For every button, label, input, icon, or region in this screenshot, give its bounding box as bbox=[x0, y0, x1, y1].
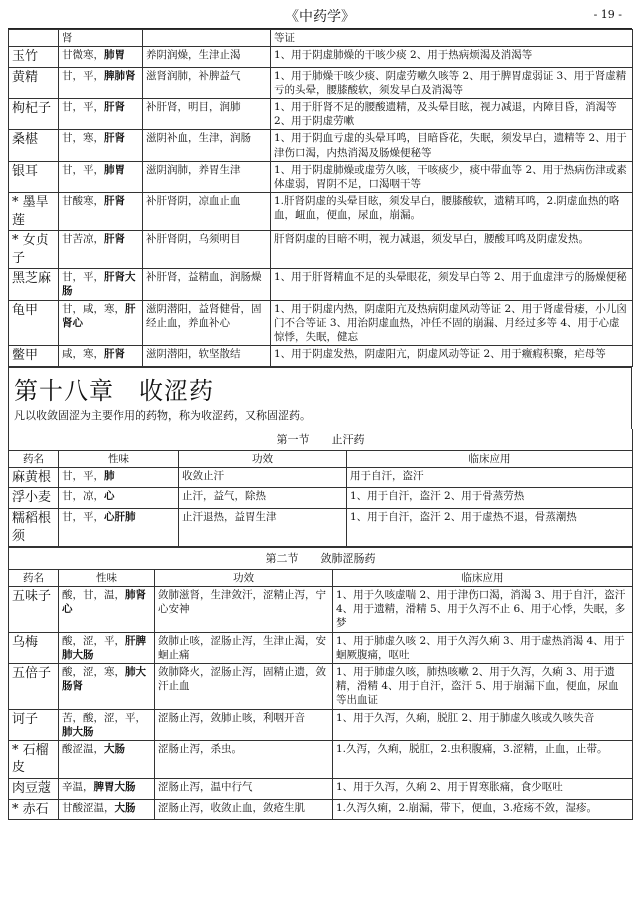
herb-name: * 墨旱莲 bbox=[9, 193, 59, 231]
nature-text: 甘，平， bbox=[62, 271, 104, 284]
header-cell: 功效 bbox=[179, 450, 347, 467]
herb-effect: 敛肺降火，涩肠止泻，固精止遗，敛汗止血 bbox=[155, 664, 333, 710]
herb-usage: 用于自汗，盗汗 bbox=[347, 467, 633, 488]
meridian-text: 肝肾 bbox=[104, 233, 125, 246]
table-row bbox=[9, 709, 633, 740]
meridian-text: 肺肾心 bbox=[62, 589, 146, 616]
nature-text: 甘，凉， bbox=[62, 490, 104, 503]
herb-property bbox=[59, 269, 143, 300]
herb-effect: 敛肺止咳，涩肠止泻，生津止渴，安蛔止痛 bbox=[155, 632, 333, 663]
herb-usage: 1、用于阴虚肺燥或虚劳久咳，干咳痰少，痰中带血等 2、用于热病伤津或素体虚弱，胃阴不足，口渴咽干等 bbox=[271, 161, 633, 192]
header-cell: 功效 bbox=[155, 569, 333, 586]
herb-name: 枸杞子 bbox=[9, 99, 59, 130]
table-header-row bbox=[9, 569, 633, 586]
herb-effect: 补肝肾阴，凉血止血 bbox=[143, 193, 271, 231]
herb-property bbox=[59, 231, 143, 269]
herb-name: 糯稻根须 bbox=[9, 509, 59, 547]
herb-property bbox=[59, 300, 143, 346]
table-row bbox=[9, 231, 633, 269]
herb-effect: 养阴润燥，生津止渴 bbox=[143, 47, 271, 68]
meridian-text: 肺胃 bbox=[104, 163, 125, 176]
meridian-text: 肝肾 bbox=[104, 195, 125, 208]
nature-text: 酸涩温， bbox=[62, 742, 104, 755]
herb-effect: 敛肺滋肾，生津敛汗，涩精止泻，宁心安神 bbox=[155, 587, 333, 633]
herb-usage: 1、用于阴虚发热，阴虚阳亢，阴虚风动等证 2、用于癥瘕积聚，疟母等 bbox=[271, 346, 633, 367]
herb-usage: 1、用于自汗，盗汗 2、用于虚热不退，骨蒸潮热 bbox=[347, 509, 633, 547]
header-cell: 等证 bbox=[271, 30, 633, 47]
nature-text: 咸，寒， bbox=[62, 348, 104, 361]
herb-name: 黑芝麻 bbox=[9, 269, 59, 300]
herb-name: * 石榴皮 bbox=[9, 740, 59, 778]
herb-name: * 女贞子 bbox=[9, 231, 59, 269]
herb-property bbox=[59, 632, 155, 663]
header-cell: 性味 bbox=[59, 569, 155, 586]
herb-property bbox=[59, 99, 143, 130]
nature-text: 酸，甘，温， bbox=[62, 589, 125, 602]
meridian-text: 脾胃大肠 bbox=[93, 780, 136, 793]
nature-text: 甘，平， bbox=[62, 163, 104, 176]
meridian-text: 肝肾心 bbox=[62, 302, 136, 329]
nature-text: 甘酸寒， bbox=[62, 195, 104, 208]
header-cell bbox=[9, 30, 59, 47]
herb-property bbox=[59, 740, 155, 778]
herb-name: 麻黄根 bbox=[9, 467, 59, 488]
herb-property bbox=[59, 587, 155, 633]
meridian-text: 肝肾 bbox=[104, 348, 125, 361]
chapter-intro: 凡以收敛固涩为主要作用的药物，称为收涩药，又称固涩药。 bbox=[14, 409, 311, 423]
meridian-text: 肺大肠 bbox=[62, 725, 94, 738]
herb-name: 五倍子 bbox=[9, 664, 59, 710]
herb-property bbox=[59, 67, 143, 98]
page-header bbox=[8, 4, 632, 29]
meridian-text: 肝肾大肠 bbox=[62, 271, 136, 298]
header-cell: 性味 bbox=[59, 450, 179, 467]
herb-name: 鳖甲 bbox=[9, 346, 59, 367]
meridian-text: 大肠 bbox=[104, 742, 125, 755]
table-row bbox=[9, 300, 633, 346]
header-cell: 临床应用 bbox=[333, 569, 633, 586]
meridian-text: 脾肺肾 bbox=[104, 69, 136, 82]
herb-name: 银耳 bbox=[9, 161, 59, 192]
herb-usage: 1、用于肝肾精血不足的头晕眼花，须发早白等 2、用于血虚津亏的肠燥便秘 bbox=[271, 269, 633, 300]
herb-usage: 1、用于阴虚内热，阴虚阳亢及热病阴虚风动等证 2、用于肾虚骨痿，小儿囟门不合等证 3、用治阴虚血热，冲任不固的崩漏、月经过多等 4、用于心虚惊悸，失眠，健忘 bbox=[271, 300, 633, 346]
herb-name: 肉豆蔻 bbox=[9, 778, 59, 799]
herb-property bbox=[59, 467, 179, 488]
table-row bbox=[9, 778, 633, 799]
astringent-table bbox=[8, 547, 633, 820]
herb-effect: 止汗，益气，除热 bbox=[179, 488, 347, 509]
table-row bbox=[9, 799, 633, 820]
herb-name: 玉竹 bbox=[9, 47, 59, 68]
section-title: 第一节 止汗药 bbox=[9, 429, 633, 450]
herb-name: 五味子 bbox=[9, 587, 59, 633]
herb-usage: 1、用于久泻，久痢 2、用于胃寒胀痛，食少呕吐 bbox=[333, 778, 633, 799]
herb-name: * 赤石 bbox=[9, 799, 59, 820]
nature-text: 苦，酸，涩，平， bbox=[62, 711, 146, 724]
herb-effect: 补肝肾，益精血，润肠燥 bbox=[143, 269, 271, 300]
header-cell: 肾 bbox=[59, 30, 143, 47]
herb-name: 黄精 bbox=[9, 67, 59, 98]
table-row bbox=[9, 47, 633, 68]
chapter-block bbox=[8, 367, 632, 429]
nature-text: 辛温， bbox=[62, 780, 94, 793]
herb-name: 诃子 bbox=[9, 709, 59, 740]
page-number: - 19 - bbox=[593, 8, 622, 21]
meridian-text: 肺胃 bbox=[104, 49, 125, 62]
header-cell: 药名 bbox=[9, 569, 59, 586]
herb-effect: 补肝肾阴，乌须明目 bbox=[143, 231, 271, 269]
herb-usage: 1.肝肾阴虚的头晕目眩，须发早白，腰膝酸软，遗精耳鸣，2.阴虚血热的咯血，衄血，便血，尿血，崩漏。 bbox=[271, 193, 633, 231]
header-cell: 临床应用 bbox=[347, 450, 633, 467]
herb-effect: 收敛止汗 bbox=[179, 467, 347, 488]
nature-text: 甘，寒， bbox=[62, 132, 104, 145]
herb-effect: 滋阴补血，生津，润肠 bbox=[143, 130, 271, 161]
table-row bbox=[9, 467, 633, 488]
herb-property bbox=[59, 509, 179, 547]
table-row bbox=[9, 632, 633, 663]
herb-property bbox=[59, 130, 143, 161]
meridian-text: 肺大肠肾 bbox=[62, 666, 146, 693]
chapter-title: 第十八章 收涩药 bbox=[14, 376, 214, 405]
herb-property bbox=[59, 664, 155, 710]
herb-effect: 滋阴潜阳，软坚散结 bbox=[143, 346, 271, 367]
nature-text: 甘，平， bbox=[62, 469, 104, 482]
herb-effect: 补肝肾，明目，润肺 bbox=[143, 99, 271, 130]
herb-effect: 涩肠止泻，温中行气 bbox=[155, 778, 333, 799]
herb-name: 桑椹 bbox=[9, 130, 59, 161]
herb-property bbox=[59, 799, 155, 820]
header-cell: 药名 bbox=[9, 450, 59, 467]
herb-effect: 涩肠止泻，敛肺止咳，利咽开音 bbox=[155, 709, 333, 740]
nature-text: 甘，平， bbox=[62, 511, 104, 524]
table-row bbox=[9, 67, 633, 98]
herb-usage: 1、用于阴虚肺燥的干咳少痰 2、用于热病烦渴及消渴等 bbox=[271, 47, 633, 68]
herb-property bbox=[59, 47, 143, 68]
herb-usage: 肝肾阴虚的目暗不明，视力减退，须发早白，腰酸耳鸣及阴虚发热。 bbox=[271, 231, 633, 269]
meridian-text: 肝肾 bbox=[104, 101, 125, 114]
nature-text: 甘，平， bbox=[62, 69, 104, 82]
nature-text: 甘酸涩温， bbox=[62, 801, 115, 814]
table-header-row bbox=[9, 30, 633, 47]
table-row bbox=[9, 488, 633, 509]
herb-name: 浮小麦 bbox=[9, 488, 59, 509]
nature-text: 甘微寒， bbox=[62, 49, 104, 62]
meridian-text: 心 bbox=[104, 490, 115, 503]
table-row bbox=[9, 99, 633, 130]
book-title: 《中药学》 bbox=[285, 9, 355, 25]
table-row bbox=[9, 130, 633, 161]
nature-text: 甘，平， bbox=[62, 101, 104, 114]
herb-effect: 涩肠止泻，收敛止血，敛疮生肌 bbox=[155, 799, 333, 820]
herb-property bbox=[59, 778, 155, 799]
table-row bbox=[9, 193, 633, 231]
herb-effect: 滋肾润肺，补脾益气 bbox=[143, 67, 271, 98]
meridian-text: 大肠 bbox=[114, 801, 136, 814]
herb-usage: 1、用于肝肾不足的腰酸遗精，及头晕目眩，视力减退，内障目昏，消渴等 2、用于阴虚劳嗽 bbox=[271, 99, 633, 130]
herb-usage: 1、用于肺虚久咳 2、用于久泻久痢 3、用于虚热消渴 4、用于蛔厥腹痛，呕吐 bbox=[333, 632, 633, 663]
herb-usage: 1、用于肺燥干咳少痰、阴虚劳嗽久咳等 2、用于脾胃虚弱证 3、用于肾虚精亏的头晕，腰膝酸软，须发早白及消渴等 bbox=[271, 67, 633, 98]
nature-text: 甘，咸，寒， bbox=[62, 302, 125, 315]
table-row bbox=[9, 664, 633, 710]
meridian-text: 肝肾 bbox=[104, 132, 125, 145]
herb-property bbox=[59, 346, 143, 367]
table-row bbox=[9, 346, 633, 367]
herb-property bbox=[59, 488, 179, 509]
meridian-text: 心肝肺 bbox=[104, 511, 136, 524]
meridian-text: 肺 bbox=[104, 469, 115, 482]
nature-text: 酸，涩，平， bbox=[62, 634, 125, 647]
herb-effect: 止汗退热，益胃生津 bbox=[179, 509, 347, 547]
herb-usage: 1、用于久咳虚喘 2、用于津伤口渴，消渴 3、用于自汗，盗汗 4、用于遗精，滑精 5、用于久泻不止 6、用于心悸，失眠，多梦 bbox=[333, 587, 633, 633]
herb-property bbox=[59, 709, 155, 740]
herb-effect: 滋阴潜阳，益肾健骨，固经止血，养血补心 bbox=[143, 300, 271, 346]
herb-effect: 滋阴润肺，养胃生津 bbox=[143, 161, 271, 192]
header-cell bbox=[143, 30, 271, 47]
herb-usage: 1、用于阴血亏虚的头晕耳鸣，目暗昏花，失眠，须发早白，遗精等 2、用于津伤口渴，内热消渴及肠燥便秘等 bbox=[271, 130, 633, 161]
table-row bbox=[9, 161, 633, 192]
meridian-text: 肝脾肺大肠 bbox=[62, 634, 146, 661]
herb-usage: 1、用于肺虚久咳，肺热咳嗽 2、用于久泻，久痢 3、用于遗精，滑精 4、用于自汗，盗汗 5、用于崩漏下血，便血，尿血等出血证 bbox=[333, 664, 633, 710]
nature-text: 酸，涩，寒， bbox=[62, 666, 125, 678]
herb-property bbox=[59, 161, 143, 192]
herb-usage: 1.久泻久痢，2.崩漏，带下，便血，3.疮疡不敛，湿疹。 bbox=[333, 799, 633, 820]
table-row bbox=[9, 269, 633, 300]
section-title: 第二节 敛肺涩肠药 bbox=[9, 548, 633, 570]
herb-name: 龟甲 bbox=[9, 300, 59, 346]
document-page bbox=[8, 4, 632, 820]
nature-text: 甘苦凉， bbox=[62, 233, 104, 246]
herb-name: 乌梅 bbox=[9, 632, 59, 663]
herb-effect: 涩肠止泻，杀虫。 bbox=[155, 740, 333, 778]
table-header-row bbox=[9, 450, 633, 467]
tonic-herbs-table bbox=[8, 29, 633, 367]
herb-usage: 1、用于自汗，盗汗 2、用于骨蒸劳热 bbox=[347, 488, 633, 509]
herb-usage: 1、用于久泻，久痢，脱肛 2、用于肺虚久咳或久咳失音 bbox=[333, 709, 633, 740]
table-row bbox=[9, 740, 633, 778]
herb-property bbox=[59, 193, 143, 231]
table-row bbox=[9, 587, 633, 633]
herb-usage: 1.久泻，久痢，脱肛，2.虫积腹痛，3.涩精，止血，止带。 bbox=[333, 740, 633, 778]
table-row bbox=[9, 509, 633, 547]
antiperspirant-table bbox=[8, 429, 633, 547]
